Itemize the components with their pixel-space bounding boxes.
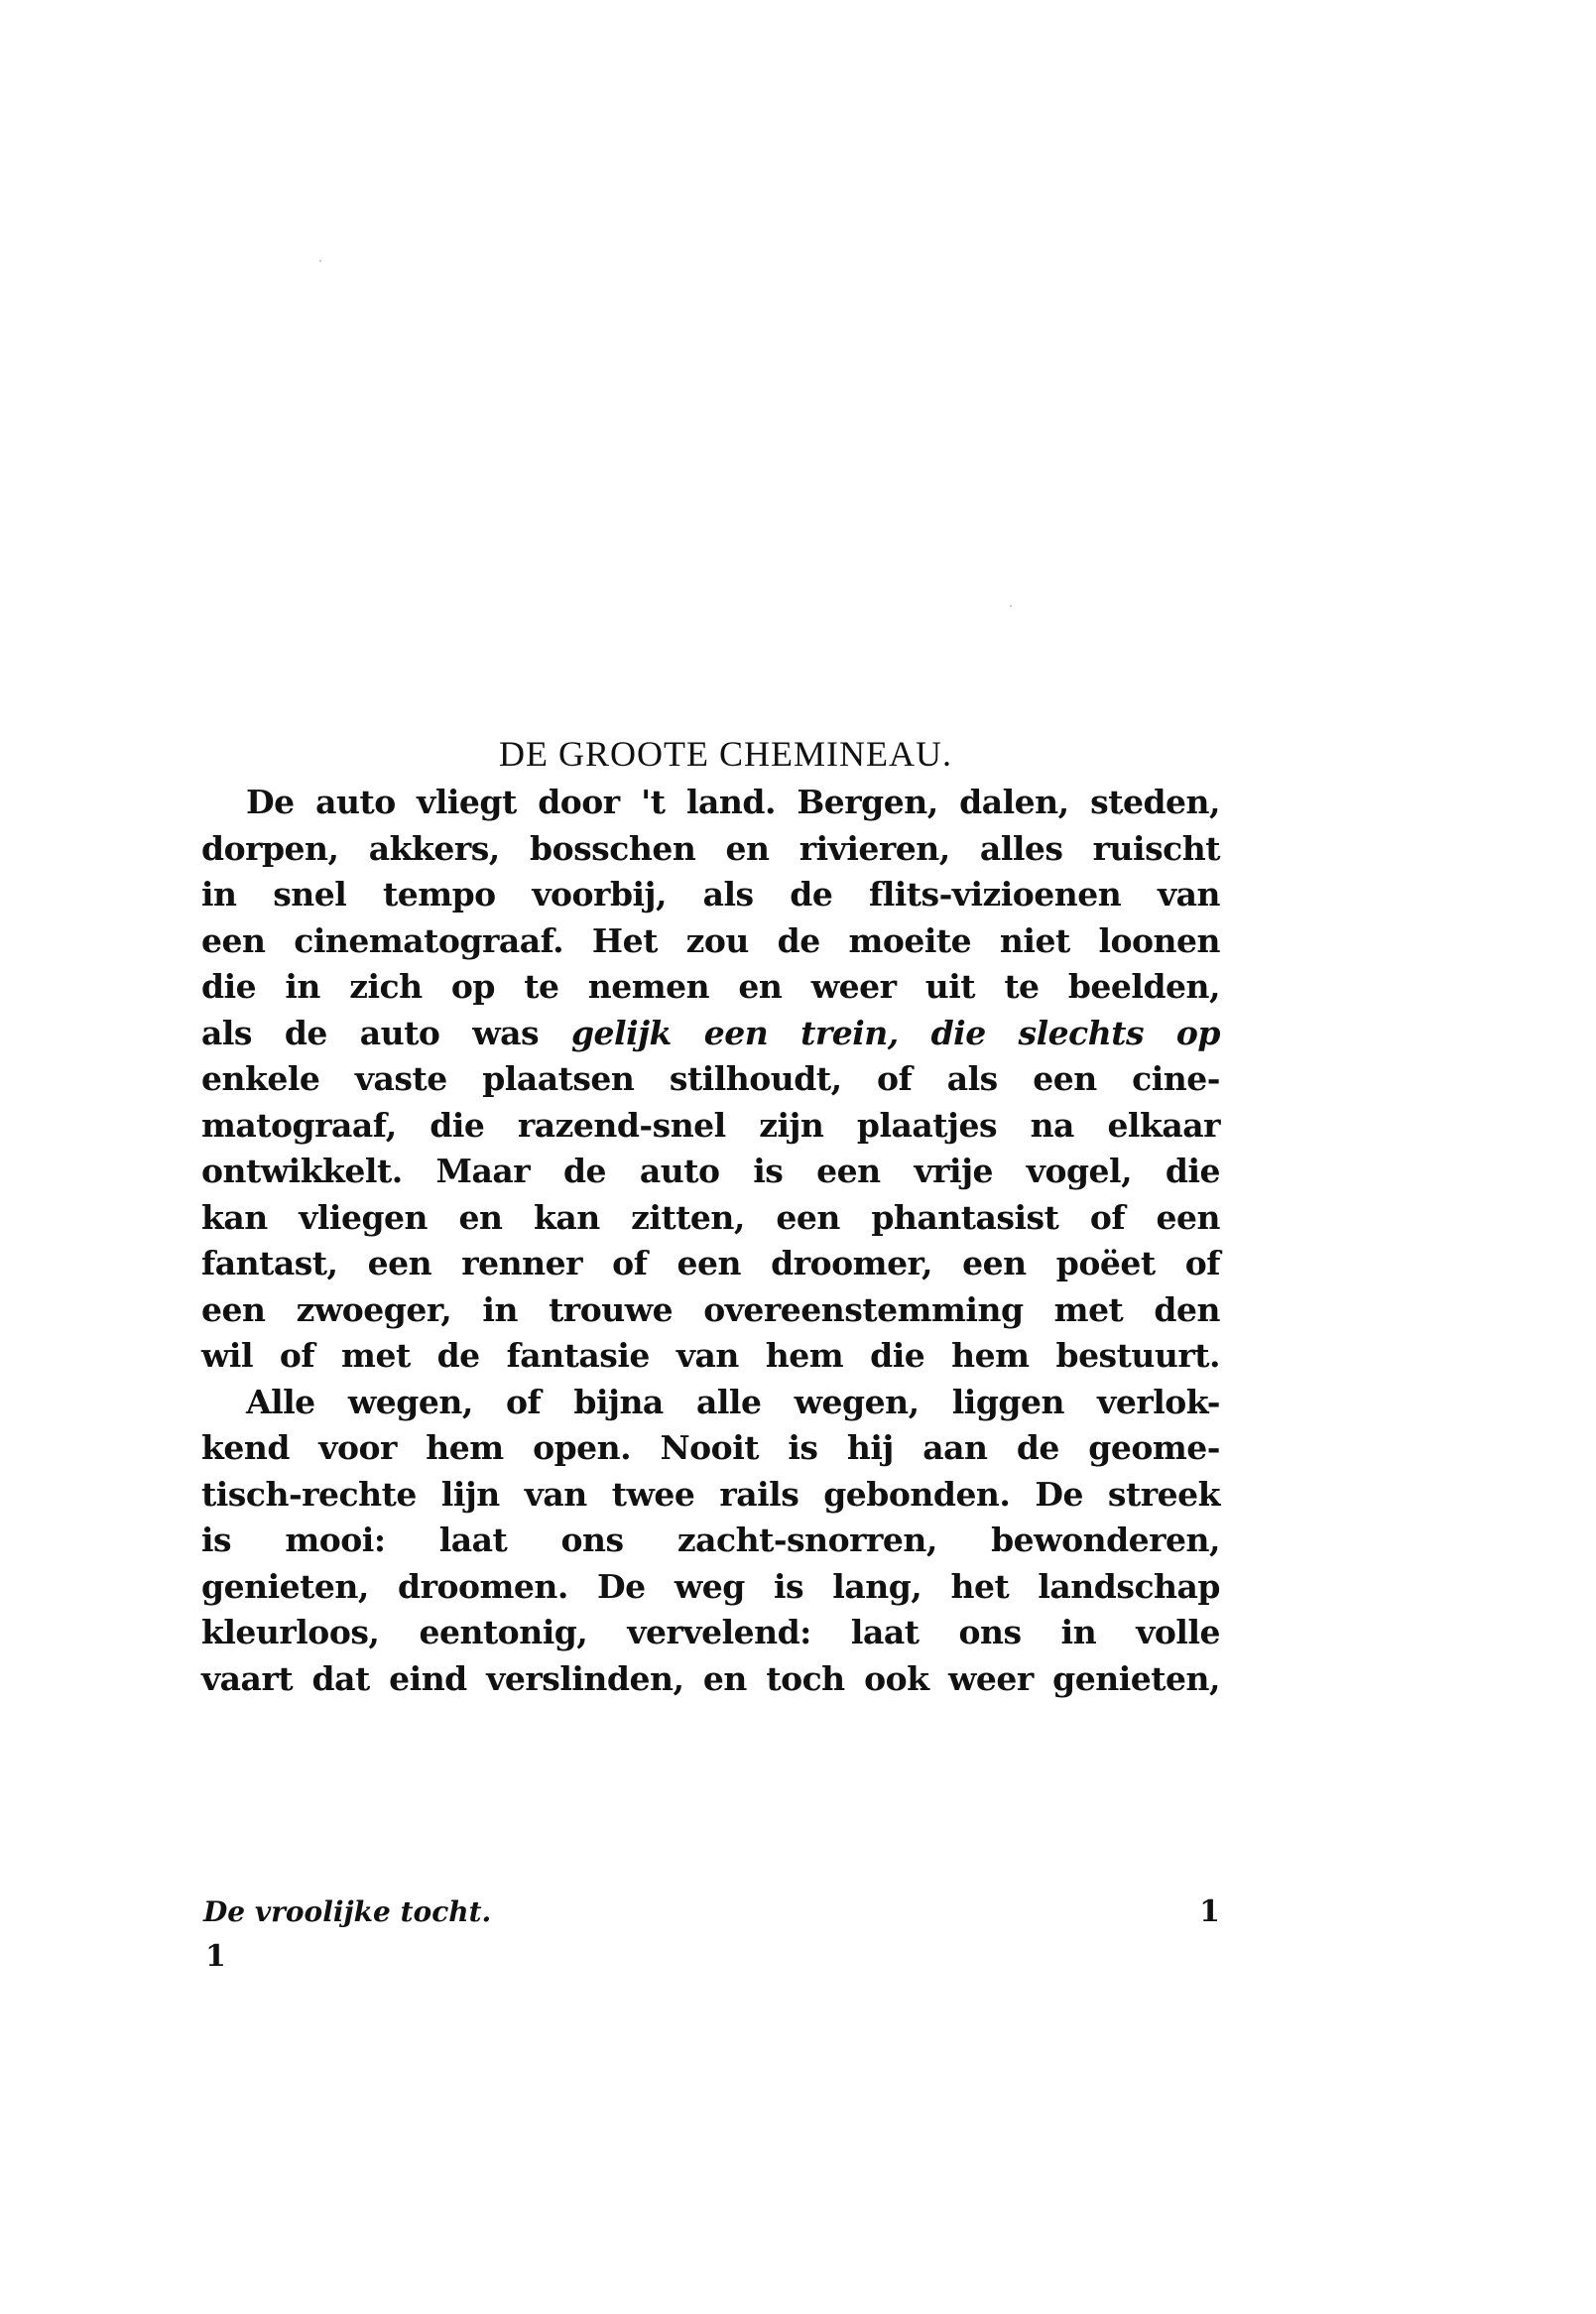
text-line: dorpen, akkers, bosschen en rivieren, alles ruischt <box>201 828 1220 868</box>
text-line: een cinematograaf. Het zou de moeite niet loonen <box>201 920 1220 960</box>
paper-speck <box>319 260 321 262</box>
text-line: ontwikkelt. Maar de auto is een vrije vogel, die <box>201 1152 1220 1190</box>
text-line: kleurloos, eentonig, vervelend: laat ons in volle <box>201 1613 1220 1651</box>
text-line: vaart dat eind verslinden, en toch ook weer genieten, <box>201 1658 1220 1698</box>
text-line: enkele vaste plaatsen stilhoudt, of als een cine- <box>201 1059 1220 1098</box>
chapter-title: DE GROOTE CHEMINEAU. <box>499 734 952 774</box>
text-line: kan vliegen en kan zitten, een phantasist of een <box>201 1197 1220 1237</box>
italic-phrase: gelijk een trein, die slechts op <box>570 1013 1220 1052</box>
text-line: die in zich op te nemen en weer uit te beelden, <box>201 967 1220 1006</box>
text-line: matograaf, die razend-snel zijn plaatjes na elkaar <box>201 1105 1220 1145</box>
text-line: tisch-rechte lijn van twee rails gebonden. De streek <box>201 1474 1220 1514</box>
text-line: genieten, droomen. De weg is lang, het landschap <box>201 1566 1220 1606</box>
text-line: is mooi: laat ons zacht-snorren, bewonderen, <box>201 1521 1220 1559</box>
text-line: als de auto was gelijk een trein, die slechts op <box>201 1013 1220 1052</box>
paper-speck <box>1010 605 1012 607</box>
page-number: 1 <box>205 1939 226 1974</box>
text-line: De auto vliegt door 't land. Bergen, dalen, steden, <box>246 783 1220 821</box>
text-line: in snel tempo voorbij, als de flits-vizioenen van <box>201 875 1220 913</box>
text-line: een zwoeger, in trouwe overeenstemming met den <box>201 1289 1220 1329</box>
text-line: wil of met de fantasie van hem die hem bestuurt. <box>201 1336 1220 1375</box>
text-line: kend voor hem open. Nooit is hij aan de geome- <box>201 1428 1220 1467</box>
body-text <box>201 780 1220 1702</box>
text-line: fantast, een renner of een droomer, een poëet of <box>201 1244 1220 1282</box>
footer-book-title: De vroolijke tocht. <box>203 1895 492 1928</box>
footer-sheet-number: 1 <box>1199 1894 1220 1929</box>
text-line: Alle wegen, of bijna alle wegen, liggen verlok- <box>246 1382 1220 1421</box>
